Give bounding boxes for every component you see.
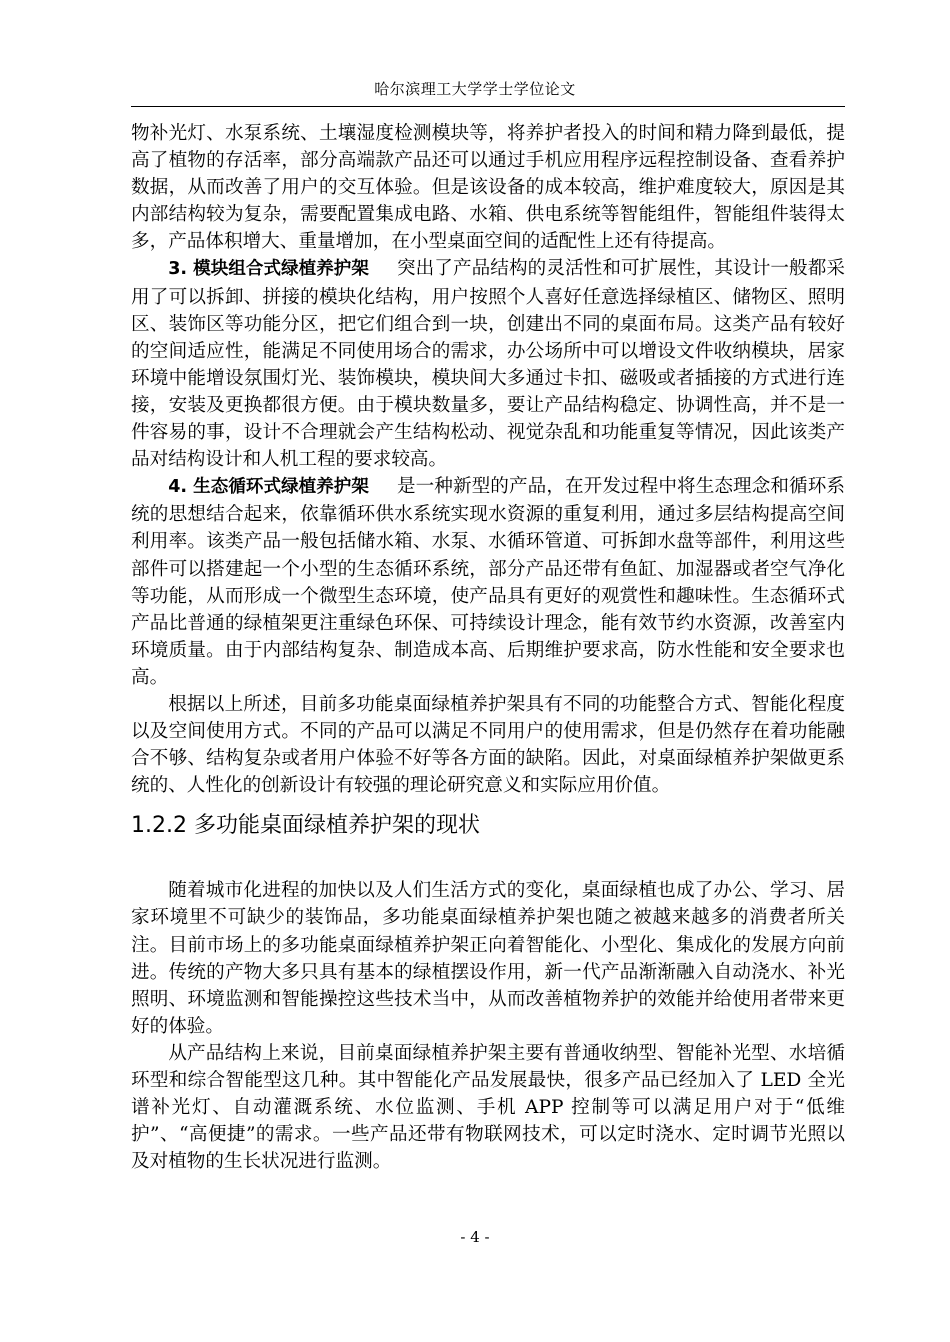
paragraph-eco-cycle [131,473,845,691]
section-heading: 1.2.2 多功能桌面绿植养护架的现状 [131,813,480,839]
paragraph-status-2: 从产品结构上来说，目前桌面绿植养护架主要有普通收纳型、智能补光型、水培循环型和综合智能型这几种。其中智能化产品发展最快，很多产品已经加入了 LED 全光谱补光灯、自动灌溉系统、水位监测、手机 APP 控制等可以满足用户对于“低维护”、“高便捷”的需求。一些产品还带有物联网技术，可以定时浇水、定时调节光照以及对植物的生长状况进行监测。 [131,1042,845,1173]
item-title-eco-cycle: 4. 生态循环式绿植养护架 [168,477,369,498]
paragraph-summary: 根据以上所述，目前多功能桌面绿植养护架具有不同的功能整合方式、智能化程度以及空间使用方式。不同的产品可以满足不同用户的使用需求，但是仍然存在着功能融合不够、结构复杂或者用户体验不好等各方面的缺陷。因此，对桌面绿植养护架做更系统的、人性化的创新设计有较强的理论研究意义和实际应用价值。 [131,693,845,797]
item-body-eco-cycle: 是一种新型的产品，在开发过程中将生态理念和循环系统的思想结合起来，依靠循环供水系统实现水资源的重复利用，通过多层结构提高空间利用率。该类产品一般包括储水箱、水泵、水循环管道、可拆卸水盘等部件，利用这些部件可以搭建起一个小型的生态循环系统，部分产品还带有鱼缸、加湿器或者空气净化等功能，从而形成一个微型生态环境，使产品具有更好的观赏性和趣味性。生态循环式产品比普通的绿植架更注重绿色环保、可持续设计理念，能有效节约水资源，改善室内环境质量。由于内部结构复杂、制造成本高、后期维护要求高，防水性能和安全要求也高。 [131,476,845,688]
page-number: - 4 - [460,1228,490,1246]
paragraph-modular [131,255,845,473]
page-header: 哈尔滨理工大学学士学位论文 [374,80,576,98]
paragraph-continuation: 物补光灯、水泵系统、土壤湿度检测模块等，将养护者投入的时间和精力降到最低，提高了植物的存活率，部分高端款产品还可以通过手机应用程序远程控制设备、查看养护数据，从而改善了用户的交互体验。但是该设备的成本较高，维护难度较大，原因是其内部结构较为复杂，需要配置集成电路、水箱、供电系统等智能组件，智能组件装得太多，产品体积增大、重量增加，在小型桌面空间的适配性上还有待提高。 [131,123,845,253]
item-body-modular: 突出了产品结构的灵活性和可扩展性，其设计一般都采用了可以拆卸、拼接的模块化结构，用户按照个人喜好任意选择绿植区、储物区、照明区、装饰区等功能分区，把它们组合到一块，创建出不同的桌面布局。这类产品有较好的空间适应性，能满足不同使用场合的需求，办公场所中可以增设文件收纳模块，居家环境中能增设氛围灯光、装饰模块，模块间大多通过卡扣、磁吸或者插接的方式进行连接，安装及更换都很方便。由于模块数量多，要让产品结构稳定、协调性高，并不是一件容易的事，设计不合理就会产生结构松动、视觉杂乱和功能重复等情况，因此该类产品对结构设计和人机工程的要求较高。 [131,258,845,471]
item-title-modular: 3. 模块组合式绿植养护架 [168,259,369,280]
header-rule [131,106,845,107]
paragraph-status-1: 随着城市化进程的加快以及人们生活方式的变化，桌面绿植也成了办公、学习、居家环境里不可缺少的装饰品，多功能桌面绿植养护架也随之被越来越多的消费者所关注。目前市场上的多功能桌面绿植养护架正向着智能化、小型化、集成化的发展方向前进。传统的产物大多只具有基本的绿植摆设作用，新一代产品渐渐融入自动浇水、补光照明、环境监测和智能操控这些技术当中，从而改善植物养护的效能并给使用者带来更好的体验。 [131,880,845,1037]
page-body [131,120,845,1175]
